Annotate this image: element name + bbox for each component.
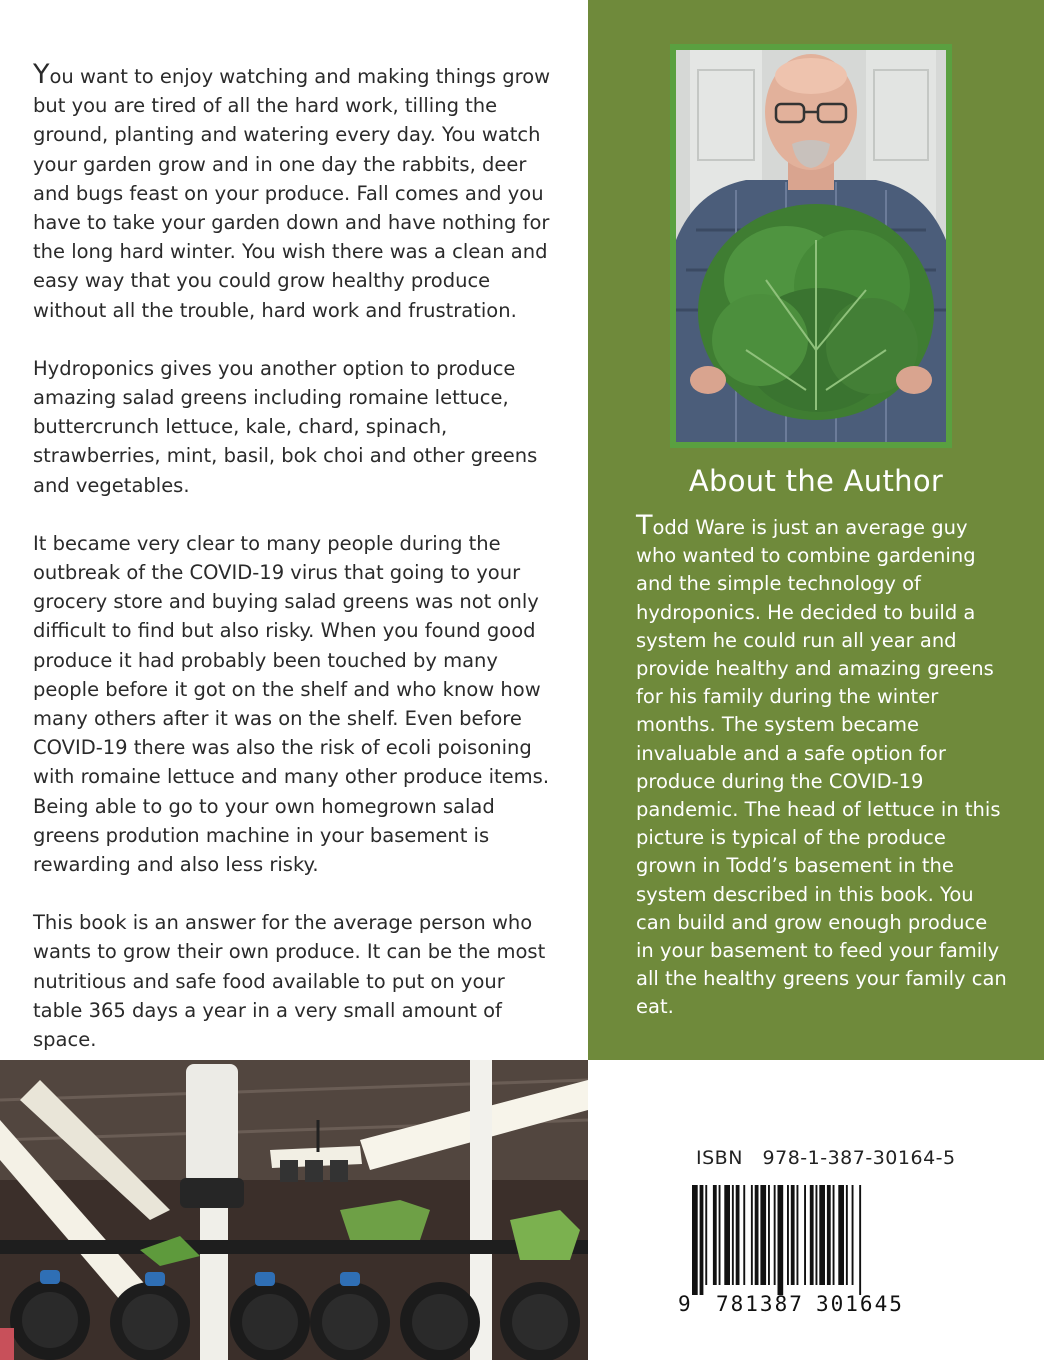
- isbn-barcode: [678, 1183, 928, 1318]
- paragraph-3: It became very clear to many people during the outbreak of the COVID-19 virus that going to your grocery store and buying salad greens was not only difficult to find but also risky. When you found good produce it had probably been touched by many people before it got on the shelf and who know how many others after it was on the shelf. Even before COVID-19 there was also the risk of ecoli poisoning with romaine lettuce and many other produce items. Being able to go to your own homegrown salad greens prodution machine in your basement is rewarding and also less risky.: [33, 531, 550, 877]
- barcode-bar: [827, 1185, 831, 1285]
- barcode-bar: [732, 1185, 734, 1285]
- barcode-bar: [736, 1185, 740, 1285]
- paragraph-4: This book is an answer for the average person who wants to grow their own produce. It can be the most nutritious and safe food available to put on your table 365 days a year in a very small amount of space.: [33, 911, 546, 1052]
- hydroponics-system-photo: [0, 1060, 588, 1360]
- barcode-bar: [816, 1185, 818, 1285]
- isbn-label: ISBN 978-1-387-30164-5: [696, 1147, 956, 1169]
- barcode-bar: [852, 1185, 854, 1285]
- description-text: [33, 59, 553, 1083]
- about-author-heading: About the Author: [688, 464, 944, 498]
- author-photo-image: [676, 50, 946, 442]
- barcode-bar: [774, 1185, 776, 1285]
- barcode-bar: [713, 1185, 717, 1285]
- paragraph-2: Hydroponics gives you another option to produce amazing salad greens including romaine lettuce, buttercrunch lettuce, kale, chard, spinach, strawberries, mint, basil, bok choi and other greens and vegetables.: [33, 356, 538, 497]
- barcode-bar: [819, 1185, 825, 1285]
- dropcap-y: Y: [33, 59, 50, 90]
- hydroponics-photo-image: [0, 1060, 588, 1360]
- barcode-bar: [692, 1185, 698, 1295]
- barcode-bar: [838, 1185, 844, 1285]
- barcode-bar: [705, 1185, 707, 1285]
- barcode-bar: [724, 1185, 730, 1285]
- author-panel: [588, 0, 1044, 1060]
- barcode-bar: [833, 1185, 835, 1285]
- barcode-bar: [700, 1185, 704, 1295]
- author-photo: [670, 44, 952, 448]
- barcode-bar: [768, 1185, 770, 1285]
- barcode-digit-first: 9: [678, 1292, 691, 1316]
- barcode-bar: [787, 1185, 789, 1285]
- author-bio: Todd Ware is just an average guy who wanted to combine gardening and the simple technology of hydroponics. He decided to build a system he could run all year and provide healthy and amazing greens for his family during the winter months. The system became invaluable and a safe option for produce during the COVID-19 pandemic. The head of lettuce in this picture is typical of the produce grown in Todd’s basement in the system described in this book. You can build and grow enough produce in your basement to feed your family all the healthy greens your family can eat.: [636, 510, 1007, 1019]
- barcode-bar: [859, 1185, 861, 1295]
- barcode-bar: [810, 1185, 814, 1285]
- barcode-bar: [778, 1185, 784, 1295]
- barcode-bar: [760, 1185, 766, 1285]
- barcode-bar: [797, 1185, 799, 1285]
- barcode-bar: [743, 1185, 745, 1285]
- barcode-bar: [846, 1185, 848, 1285]
- barcode-bar: [755, 1185, 759, 1285]
- barcode-bar: [719, 1185, 721, 1285]
- barcode-bar: [751, 1185, 753, 1285]
- barcode-digits-left: 781387: [716, 1292, 804, 1316]
- dropcap-t: T: [636, 510, 653, 541]
- barcode-digits-right: 301645: [816, 1292, 904, 1316]
- paragraph-1: You want to enjoy watching and making things grow but you are tired of all the hard work, tilling the ground, planting and watering every day. You watch your garden grow and in one day the rabbits, deer and bugs feast on your produce. Fall comes and you have to take your garden down and have nothing for the long hard winter. You wish there was a clean and easy way that you could grow healthy produce without all the trouble, hard work and frustration.: [33, 59, 551, 322]
- barcode-bar: [804, 1185, 806, 1285]
- barcode-bar: [791, 1185, 795, 1285]
